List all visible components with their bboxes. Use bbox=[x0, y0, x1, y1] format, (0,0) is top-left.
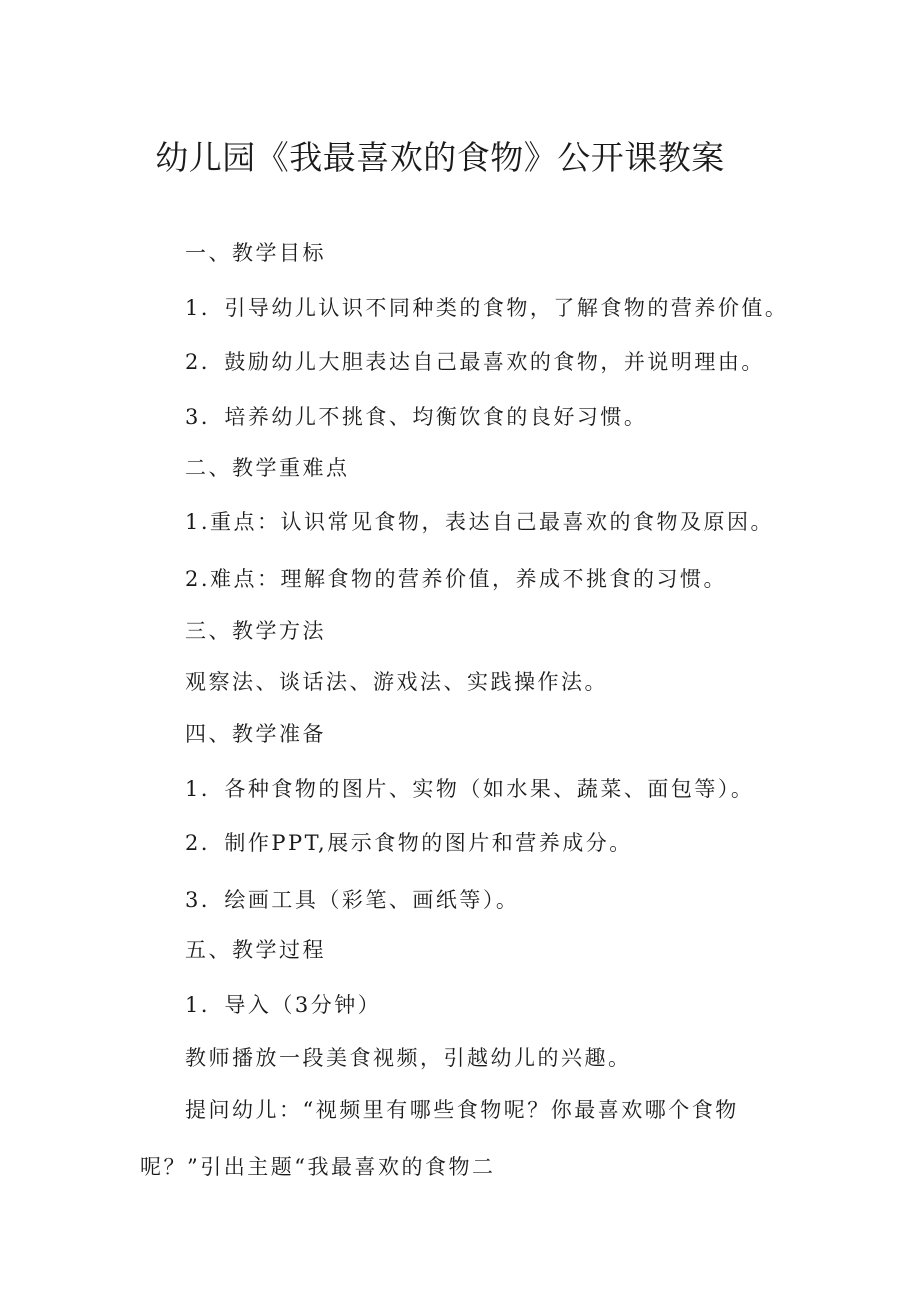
process-step-intro: 1．导入（3分钟） bbox=[185, 993, 382, 1017]
methods-text: 观察法、谈话法、游戏法、实践操作法。 bbox=[185, 670, 608, 694]
key-point-item-2: 2.难点：理解食物的营养价值，养成不挑食的习惯。 bbox=[185, 567, 728, 591]
section-heading-methods: 三、教学方法 bbox=[185, 619, 326, 643]
preparation-item-3: 3．绘画工具（彩笔、画纸等）。 bbox=[185, 888, 520, 912]
process-step-text: 教师播放一段美食视频，引越幼儿的兴趣。 bbox=[185, 1046, 632, 1070]
document-title: 幼儿园《我最喜欢的食物》公开课教案 bbox=[155, 138, 725, 177]
key-point-item-1: 1.重点：认识常见食物，表达自己最喜欢的食物及原因。 bbox=[185, 510, 775, 534]
closing-paragraph: 提问幼儿：“视频里有哪些食物呢？你最喜欢哪个食物呢？”引出主题“我最喜欢的食物二 bbox=[140, 1098, 739, 1179]
objective-item-2: 2．鼓励幼儿大胆表达自己最喜欢的食物，并说明理由。 bbox=[185, 350, 765, 374]
objective-item-3: 3．培养幼儿不挑食、均衡饮食的良好习惯。 bbox=[185, 405, 648, 429]
section-heading-objectives: 一、教学目标 bbox=[185, 241, 326, 265]
section-heading-key-points: 二、教学重难点 bbox=[185, 456, 350, 480]
preparation-item-1: 1．各种食物的图片、实物（如水果、蔬菜、面包等）。 bbox=[185, 777, 755, 801]
section-heading-process: 五、教学过程 bbox=[185, 938, 326, 962]
objective-item-1: 1．引导幼儿认识不同种类的食物，了解食物的营养价值。 bbox=[185, 296, 789, 320]
preparation-item-2: 2．制作PPT,展示食物的图片和营养成分。 bbox=[185, 831, 633, 855]
section-heading-preparation: 四、教学准备 bbox=[185, 722, 326, 746]
